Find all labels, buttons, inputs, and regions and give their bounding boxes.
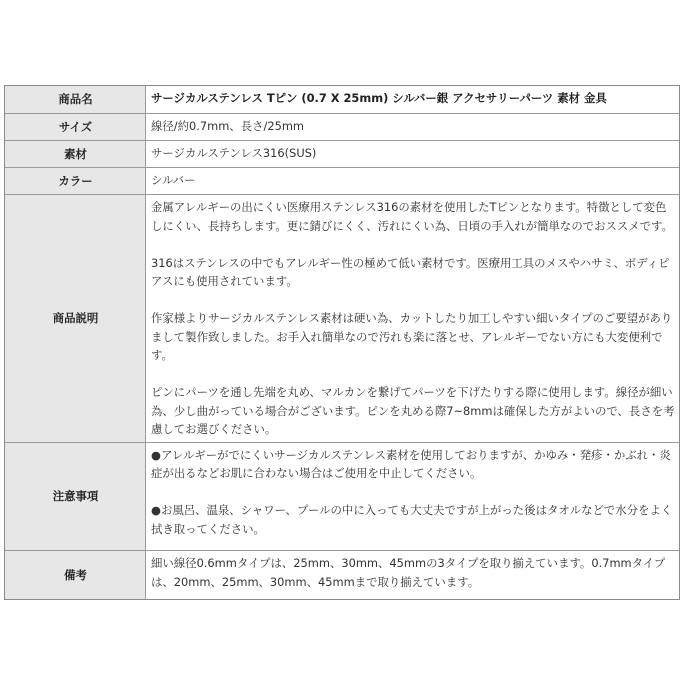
material-label: 素材 (5, 141, 146, 168)
table-row (5, 168, 679, 195)
size-label: サイズ (5, 114, 146, 141)
caution-label: 注意事項 (5, 443, 146, 552)
description-paragraph: 金属アレルギーの出にくい医療用ステンレス316の素材を使用したTピンとなります。特徴として変色しにくい、長持ちします。更に錆びにくく、汚れにくい為、日頃の手入れが簡単なのでおススメです。 (151, 200, 673, 233)
description-paragraph: 作家様よりサージカルステンレス素材は硬い為、カットしたり加工しやすい細いタイプのご要望がありまして製作致しました。お手入れ簡単なので汚れも楽に落とせ、アレルギーでない方にも大変便利です。 (151, 311, 673, 362)
description-value (146, 195, 679, 443)
remarks-value: 細い線径0.6mmタイプは、25mm、30mm、45mmの3タイプを取り揃えています。0.7mmタイプは、20mm、25mm、30mm、45mmまで取り揃えています。 (146, 551, 679, 599)
remarks-label: 備考 (5, 551, 146, 599)
description-paragraph: 316はステンレスの中でもアレルギー性の極めて低い素材です。医療用工具のメスやハサミ、ボディピアスにも使用されています。 (151, 255, 670, 288)
table-row (5, 195, 679, 443)
table-row (5, 114, 679, 141)
table-row (5, 141, 679, 168)
product-spec-table (4, 85, 680, 600)
caution-paragraph: ●お風呂、温泉、シャワー、プールの中に入っても大丈夫ですが上がった後はタオルなどで水分をよく拭き取ってください。 (151, 503, 673, 536)
caution-paragraph: ●アレルギーがでにくいサージカルステンレス素材を使用しておりますが、かゆみ・発疹・かぶれ・炎症が出るなどお肌に合わない場合はご使用を中止してください。 (151, 447, 671, 480)
color-value: シルバー (146, 168, 679, 195)
table-row (5, 551, 679, 599)
table-row (5, 443, 679, 552)
color-label: カラー (5, 168, 146, 195)
product-name-value: サージカルステンレス Tピン (0.7 X 25mm) シルバー銀 アクセサリーパーツ 素材 金具 (146, 86, 679, 114)
size-value: 線径/約0.7mm、長さ/25mm (146, 114, 679, 141)
product-name-label: 商品名 (5, 86, 146, 114)
description-paragraph: ピンにパーツを通し先端を丸め、マルカンを繋げてパーツを下げたりする際に使用します。線径が細い為、少し曲がっている場合がございます。ピンを丸める際7~8mmは確保した方がよいので、長さを考慮してお選びください。 (151, 385, 675, 436)
description-label: 商品説明 (5, 195, 146, 443)
material-value: サージカルステンレス316(SUS) (146, 141, 679, 168)
table-row (5, 86, 679, 114)
caution-value (146, 443, 679, 552)
